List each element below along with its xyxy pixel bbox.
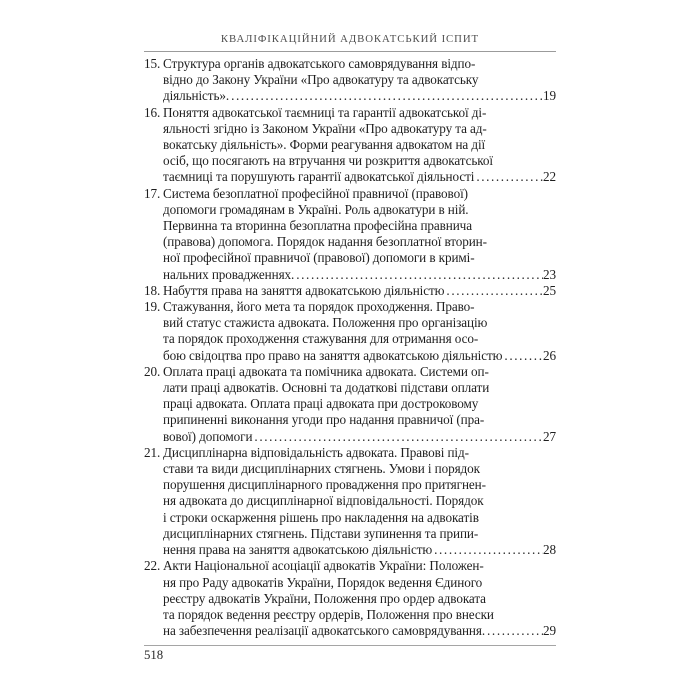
header-rule	[144, 51, 556, 52]
toc-line: Стажування, його мета та порядок проходження. Право-	[163, 299, 475, 315]
toc-line: Первинна та вторинна безоплатна професійна правнича	[163, 218, 472, 234]
page-number: 518	[144, 648, 164, 662]
toc-item-16	[144, 105, 556, 186]
toc-entry-text: таємниці та порушують гарантії адвокатської діяльності	[163, 169, 475, 185]
toc-line: вокатську діяльність». Форми реагування адвокатом на дії	[163, 137, 486, 153]
toc-item-19	[144, 299, 556, 364]
toc-entry-text: діяльність».	[163, 88, 230, 104]
toc-last-line	[163, 267, 556, 283]
dot-leader	[476, 169, 543, 185]
toc-line: ня про Раду адвокатів України, Порядок ведення Єдиного	[163, 574, 483, 590]
toc-item-number: 16.	[144, 104, 161, 120]
toc-last-line	[163, 429, 556, 445]
dot-leader	[504, 348, 543, 364]
toc-item-number: 20.	[144, 363, 161, 379]
toc-entry-text: на забезпечення реалізації адвокатського самоврядування.	[163, 623, 486, 639]
toc-line: (правова) допомога. Порядок надання безоплатної вторин-	[163, 234, 487, 250]
toc-page-ref: 26	[543, 347, 556, 363]
toc-page-ref: 19	[543, 88, 556, 104]
toc-line: праці адвоката. Оплата праці адвоката при достроковому	[163, 396, 479, 412]
toc-item-number: 22.	[144, 558, 161, 574]
toc-line: відно до Закону України «Про адвокатуру та адвокатську	[163, 72, 479, 88]
page-footer	[144, 645, 556, 663]
toc-item-21	[144, 445, 556, 558]
toc-item-number: 21.	[144, 444, 161, 460]
toc-line: допомоги громадянам в Україні. Роль адвокатури в ній.	[163, 201, 469, 217]
toc-line: дисциплінарних стягнень. Підстави зупинення та припи-	[163, 525, 479, 541]
toc-line: Структура органів адвокатського самоврядування відпо-	[163, 56, 476, 71]
toc-line: осіб, що посягають на втручання чи розкриття адвокатської	[163, 153, 493, 169]
toc-line: припиненні виконання угоди про надання правничої (пра-	[163, 412, 485, 428]
toc-item-20	[144, 364, 556, 445]
dot-leader	[231, 88, 543, 104]
table-of-contents	[144, 56, 556, 639]
toc-line: Оплата праці адвоката та помічника адвоката. Системи оп-	[163, 363, 489, 379]
dot-leader	[434, 542, 543, 558]
toc-line: Акти Національної асоціації адвокатів України: Положен-	[163, 558, 484, 574]
toc-line: та порядок ведення реєстру ордерів, Положення про внески	[163, 606, 494, 622]
dot-leader	[254, 429, 543, 445]
toc-line: вий статус стажиста адвоката. Положення про організацію	[163, 315, 488, 331]
toc-last-line	[163, 169, 556, 185]
toc-line: реєстру адвокатів України, Положення про ордер адвоката	[163, 590, 486, 606]
toc-item-number: 19.	[144, 299, 161, 315]
toc-page-ref: 28	[543, 542, 556, 558]
toc-item-15	[144, 56, 556, 105]
toc-last-line	[163, 348, 556, 364]
toc-line: ня адвоката до дисциплінарної відповідальності. Порядок	[163, 493, 484, 509]
toc-line: Дисциплінарна відповідальність адвоката. Правові під-	[163, 444, 469, 460]
toc-entry-text: нальних провадженнях.	[163, 266, 295, 282]
toc-page-ref: 23	[543, 266, 556, 282]
toc-line: лати праці адвокатів. Основні та додаткові підстави оплати	[163, 380, 490, 396]
toc-line: порушення дисциплінарного провадження про притягнен-	[163, 477, 486, 493]
toc-page-ref: 29	[543, 623, 556, 639]
dot-leader	[446, 283, 543, 299]
toc-line: та порядок проходження стажування для отримання осо-	[163, 331, 479, 347]
toc-item-22	[144, 558, 556, 639]
toc-item-17	[144, 186, 556, 283]
toc-last-line	[163, 623, 556, 639]
toc-line: ної професійної правничої (правової) допомоги в кримі-	[163, 250, 475, 266]
toc-item-number: 15.	[144, 56, 161, 71]
toc-last-line	[163, 283, 556, 299]
toc-entry-text: бою свідоцтва про право на заняття адвокатською діяльністю	[163, 347, 503, 363]
toc-last-line	[163, 542, 556, 558]
footer-rule	[144, 645, 556, 646]
toc-line: і строки оскарження рішень про накладення на адвокатів	[163, 509, 479, 525]
toc-item-number: 17.	[144, 185, 161, 201]
toc-line: Система безоплатної професійної правничої (правової)	[163, 185, 468, 201]
dot-leader	[296, 267, 543, 283]
toc-entry-text: Набуття права на заняття адвокатською діяльністю	[163, 282, 445, 298]
toc-line: стави та види дисциплінарних стягнень. Умови і порядок	[163, 461, 480, 477]
toc-page-ref: 27	[543, 428, 556, 444]
toc-entry-text: нення права на заняття адвокатською діяльністю	[163, 542, 433, 558]
dot-leader	[487, 623, 543, 639]
toc-item-18	[144, 283, 556, 299]
page-content	[144, 32, 556, 639]
toc-page-ref: 22	[543, 169, 556, 185]
toc-item-number: 18.	[144, 282, 161, 298]
running-head: КВАЛІФІКАЦІЙНИЙ АДВОКАТСЬКИЙ ІСПИТ	[220, 33, 480, 45]
toc-entry-text: вової) допомоги	[163, 428, 253, 444]
toc-line: Поняття адвокатської таємниці та гарантії адвокатської ді-	[163, 104, 487, 120]
toc-last-line	[163, 88, 556, 104]
toc-page-ref: 25	[543, 282, 556, 298]
toc-line: яльності згідно із Законом України «Про адвокатуру та ад-	[163, 120, 487, 136]
